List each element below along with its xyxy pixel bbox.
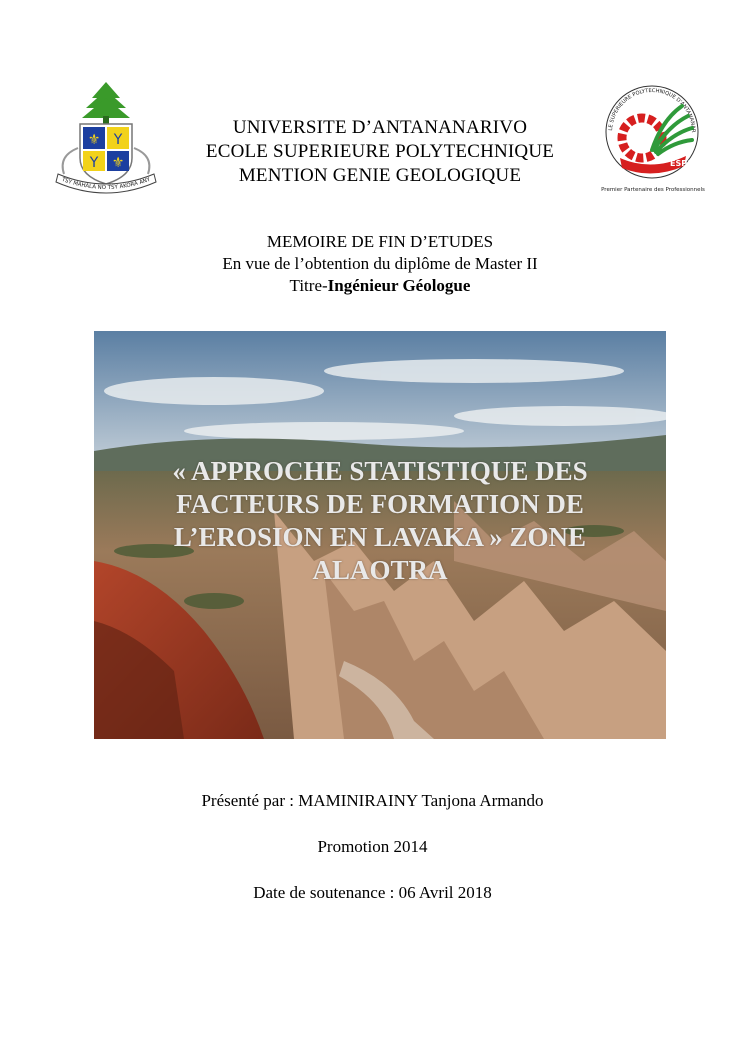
svg-text:⚜: ⚜	[87, 132, 101, 148]
svg-text:ECOLE SUPERIEURE POLYTECHNIQUE: LE SUPERIEURE POLYTECHNIQUE D'ANTANANAR	[608, 87, 697, 133]
mention-name: MENTION GENIE GEOLOGIQUE	[238, 165, 522, 186]
institution-header	[160, 116, 600, 188]
university-emblem	[50, 78, 162, 196]
cover-title	[110, 455, 650, 587]
degree-title-bold: Ingénieur Géologue	[327, 276, 471, 295]
promotion: Promotion 2014	[317, 837, 428, 856]
svg-text:Y: Y	[113, 132, 123, 148]
university-name: UNIVERSITE D’ANTANANARIVO	[232, 117, 528, 138]
defense-date: Date de soutenance : 06 Avril 2018	[253, 883, 492, 902]
school-name: ECOLE SUPERIEURE POLYTECHNIQUE	[205, 141, 555, 162]
degree-title	[150, 275, 610, 297]
diploma-line: En vue de l’obtention du diplôme de Master II	[222, 254, 538, 273]
svg-text:Premier Partenaire des Profess: Premier Partenaire des Professionnels	[601, 187, 705, 193]
degree-title-prefix: Titre-	[289, 276, 328, 295]
svg-text:Y: Y	[89, 155, 99, 171]
cover-title-line: L’EROSION EN LAVAKA » ZONE	[173, 522, 587, 552]
memoire-block	[150, 231, 610, 297]
memoire-type: MEMOIRE DE FIN D’ETUDES	[266, 232, 494, 251]
svg-text:TSY MAHALA NO TSY AKORA ANY: TSY MAHALA NO TSY AKORA ANY	[60, 176, 152, 192]
cover-title-line: « APPROCHE STATISTIQUE DES	[172, 456, 588, 486]
svg-text:ESPA: ESPA	[670, 159, 693, 168]
cover-title-line: ALAOTRA	[312, 555, 448, 585]
svg-text:⚜: ⚜	[111, 155, 125, 171]
presented-by: Présenté par : MAMINIRAINY Tanjona Armando	[201, 791, 544, 810]
cover-title-line: FACTEURS DE FORMATION DE	[176, 489, 584, 519]
espa-logo	[600, 80, 706, 196]
